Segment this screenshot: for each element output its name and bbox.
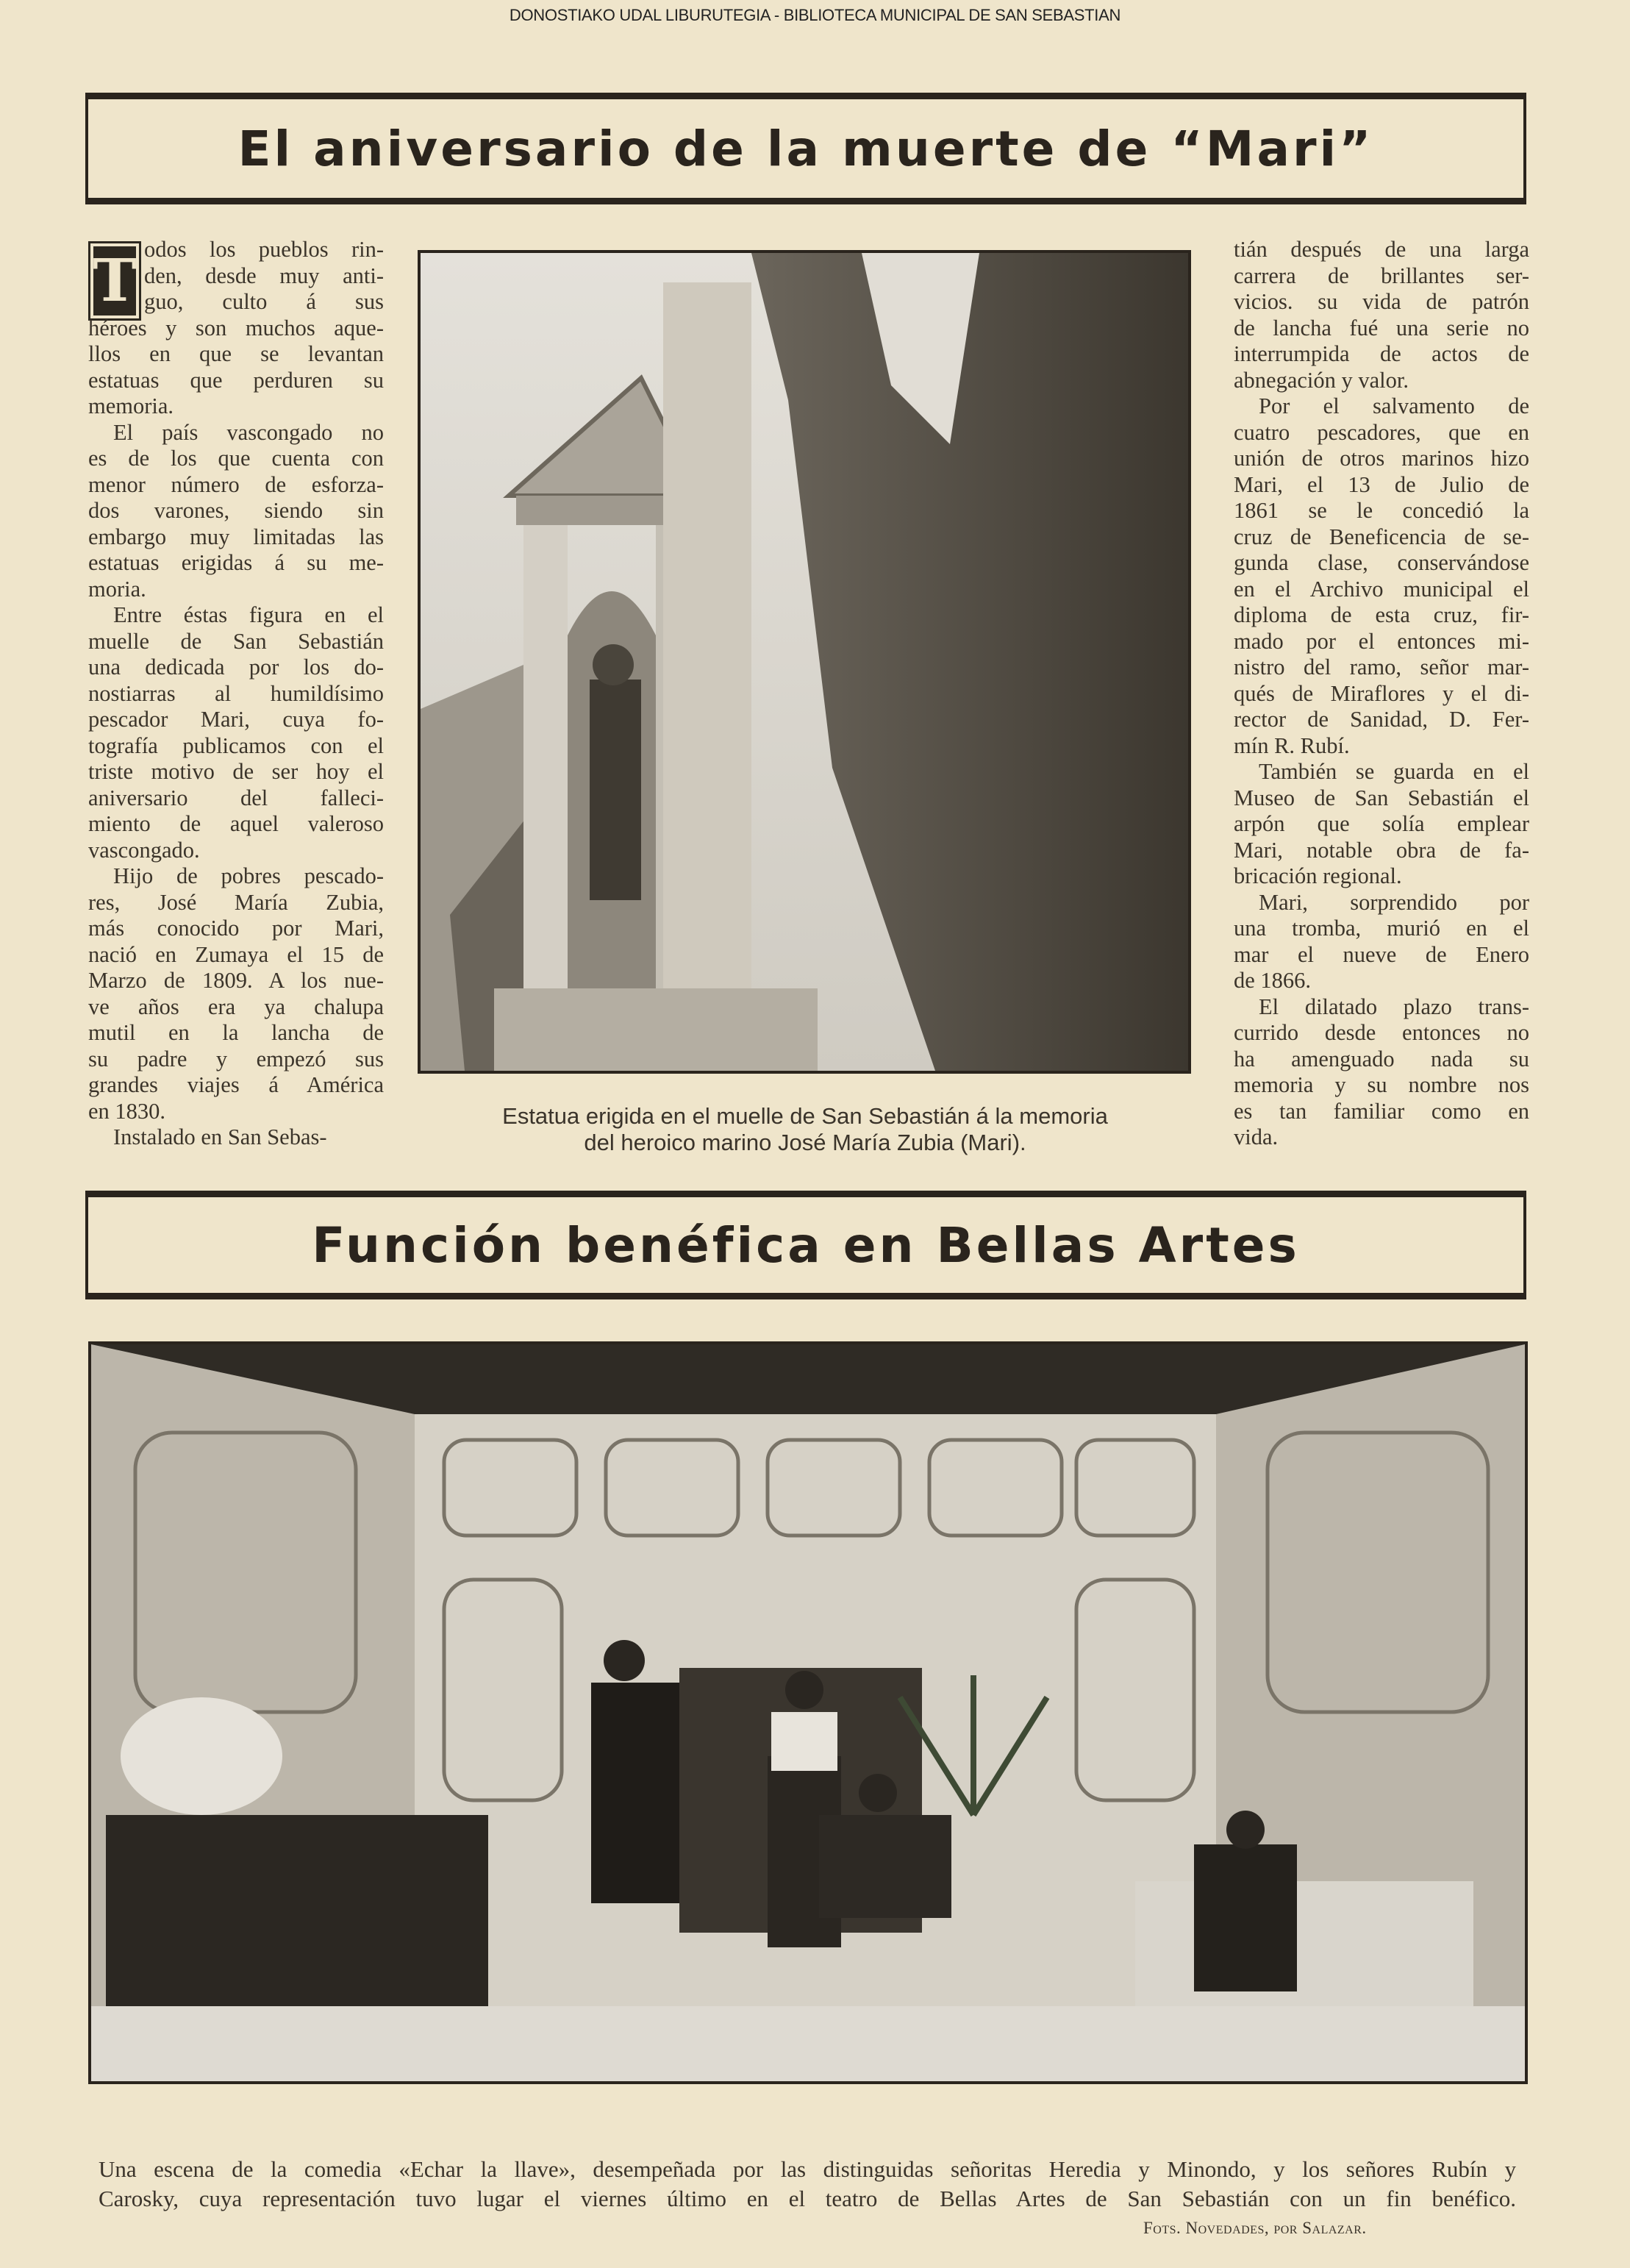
- text-line: es de los que cuenta con: [88, 446, 384, 471]
- text-line: El país vascongado no: [113, 419, 384, 445]
- text-line: es tan familiar como en: [1234, 1098, 1529, 1124]
- text-line: nistro del ramo, señor mar-: [1234, 655, 1529, 680]
- article1-left-column: [88, 237, 384, 1151]
- text-line: estatuas erigidas á su me-: [88, 550, 384, 575]
- text-line: unión de otros marinos hizo: [1234, 446, 1529, 471]
- text-line: dos varones, siendo sin: [88, 498, 384, 523]
- text-line: moria.: [88, 576, 146, 602]
- text-line: Museo de San Sebastián el: [1234, 785, 1529, 810]
- statue-photo: [418, 250, 1191, 1074]
- text-line: carrera de brillantes ser-: [1234, 263, 1529, 288]
- text-line: odos los pueblos rin-: [144, 237, 384, 262]
- text-line: cuatro pescadores, que en: [1234, 419, 1529, 445]
- text-line: vascongado.: [88, 837, 200, 863]
- text-line: qués de Miraflores y el di-: [1234, 680, 1529, 706]
- text-line: guo, culto á sus: [144, 289, 384, 314]
- text-line: mado por el entonces mi-: [1234, 628, 1529, 654]
- article1-title: El aniversario de la muerte de “Mari”: [237, 120, 1374, 177]
- text-line: vicios. su vida de patrón: [1234, 289, 1529, 314]
- text-line: Mari, sorprendido por: [1259, 889, 1529, 915]
- text-line: También se guarda en el: [1259, 759, 1529, 784]
- library-header: DONOSTIAKO UDAL LIBURUTEGIA - BIBLIOTECA MUNICIPAL DE SAN SEBASTIAN: [509, 6, 1121, 24]
- text-line: Entre éstas figura en el: [113, 602, 384, 627]
- article2-title: Función benéfica en Bellas Artes: [312, 1216, 1300, 1274]
- text-line: ve años era ya chalupa: [88, 994, 384, 1019]
- caption-line: Estatua erigida en el muelle de San Sebastián á la memoria: [502, 1103, 1108, 1129]
- text-line: su padre y empezó sus: [88, 1046, 384, 1071]
- theatre-scene-image: [91, 1344, 1525, 2081]
- text-line: El dilatado plazo trans-: [1259, 994, 1529, 1019]
- article1-title-box: [85, 93, 1526, 204]
- text-line: tián después de una larga: [1234, 237, 1529, 262]
- text-line: aniversario del falleci-: [88, 785, 384, 810]
- text-line: una dedicada por los do-: [88, 655, 384, 680]
- text-line: ha amenguado nada su: [1234, 1046, 1529, 1071]
- article1-right-column: [1234, 237, 1529, 1151]
- text-line: una tromba, murió en el: [1234, 916, 1529, 941]
- text-line: memoria y su nombre nos: [1234, 1072, 1529, 1097]
- drop-cap: T: [88, 241, 141, 321]
- text-line: res, José María Zubia,: [88, 889, 384, 915]
- text-line: abnegación y valor.: [1234, 367, 1409, 393]
- statue-photo-image: [421, 253, 1188, 1071]
- text-line: embargo muy limitadas las: [88, 524, 384, 549]
- text-line: interrumpida de actos de: [1234, 341, 1529, 366]
- text-line: cruz de Beneficencia de se-: [1234, 524, 1529, 549]
- text-line: Instalado en San Sebas-: [113, 1124, 327, 1149]
- text-line: gunda clase, conservándose: [1234, 550, 1529, 575]
- text-line: Hijo de pobres pescado-: [113, 863, 384, 888]
- caption-line: Una escena de la comedia «Echar la llave», desempeñada por las distinguidas señoritas Heredia y Minondo, y los señores Rubín y: [99, 2156, 1516, 2182]
- photo-credit: Fots. Novedades, por Salazar.: [1143, 2219, 1367, 2237]
- text-line: mar el nueve de Enero: [1234, 941, 1529, 967]
- text-line: de 1866.: [1234, 968, 1312, 993]
- text-line: muelle de San Sebastián: [88, 628, 384, 654]
- text-line: Mari, el 13 de Julio de: [1234, 471, 1529, 497]
- text-line: menor número de esforza-: [88, 471, 384, 497]
- text-line: Mari, notable obra de fa-: [1234, 837, 1529, 863]
- text-line: nostiarras al humildísimo: [88, 680, 384, 706]
- text-line: estatuas que perduren su: [88, 367, 384, 393]
- statue-photo-caption: [412, 1103, 1198, 1156]
- text-line: llos en que se levantan: [88, 341, 384, 366]
- text-line: diploma de esta cruz, fir-: [1234, 602, 1529, 627]
- text-line: mín R. Rubí.: [1234, 732, 1350, 758]
- theatre-scene-photo: [88, 1341, 1528, 2084]
- text-line: de lancha fué una serie no: [1234, 315, 1529, 340]
- text-line: bricación regional.: [1234, 863, 1402, 888]
- text-line: pescador Mari, cuya fo-: [88, 707, 384, 732]
- text-line: arpón que solía emplear: [1234, 811, 1529, 836]
- article2-title-box: [85, 1191, 1526, 1299]
- text-line: héroes y son muchos aque-: [88, 315, 384, 340]
- text-line: en el Archivo municipal el: [1234, 576, 1529, 602]
- text-line: memoria.: [88, 393, 174, 418]
- text-line: Por el salvamento de: [1259, 393, 1529, 418]
- text-line: grandes viajes á América: [88, 1072, 384, 1097]
- text-line: triste motivo de ser hoy el: [88, 759, 384, 784]
- text-line: Marzo de 1809. A los nue-: [88, 968, 384, 993]
- text-line: currido desde entonces no: [1234, 1020, 1529, 1045]
- text-line: vida.: [1234, 1124, 1279, 1149]
- text-line: miento de aquel valeroso: [88, 811, 384, 836]
- caption-line: del heroico marino José María Zubia (Mari).: [584, 1130, 1026, 1155]
- text-line: rector de Sanidad, D. Fer-: [1234, 707, 1529, 732]
- text-line: tografía publicamos con el: [88, 732, 384, 758]
- caption-line: Carosky, cuya representación tuvo lugar el viernes último en el teatro de Bellas Artes de San Sebastián con un fin benéfico.: [99, 2186, 1516, 2211]
- text-line: más conocido por Mari,: [88, 916, 384, 941]
- text-line: den, desde muy anti-: [144, 263, 384, 288]
- text-line: mutil en la lancha de: [88, 1020, 384, 1045]
- theatre-photo-caption: [99, 2155, 1516, 2214]
- text-line: nació en Zumaya el 15 de: [88, 941, 384, 967]
- text-line: en 1830.: [88, 1098, 166, 1124]
- text-line: 1861 se le concedió la: [1234, 498, 1529, 523]
